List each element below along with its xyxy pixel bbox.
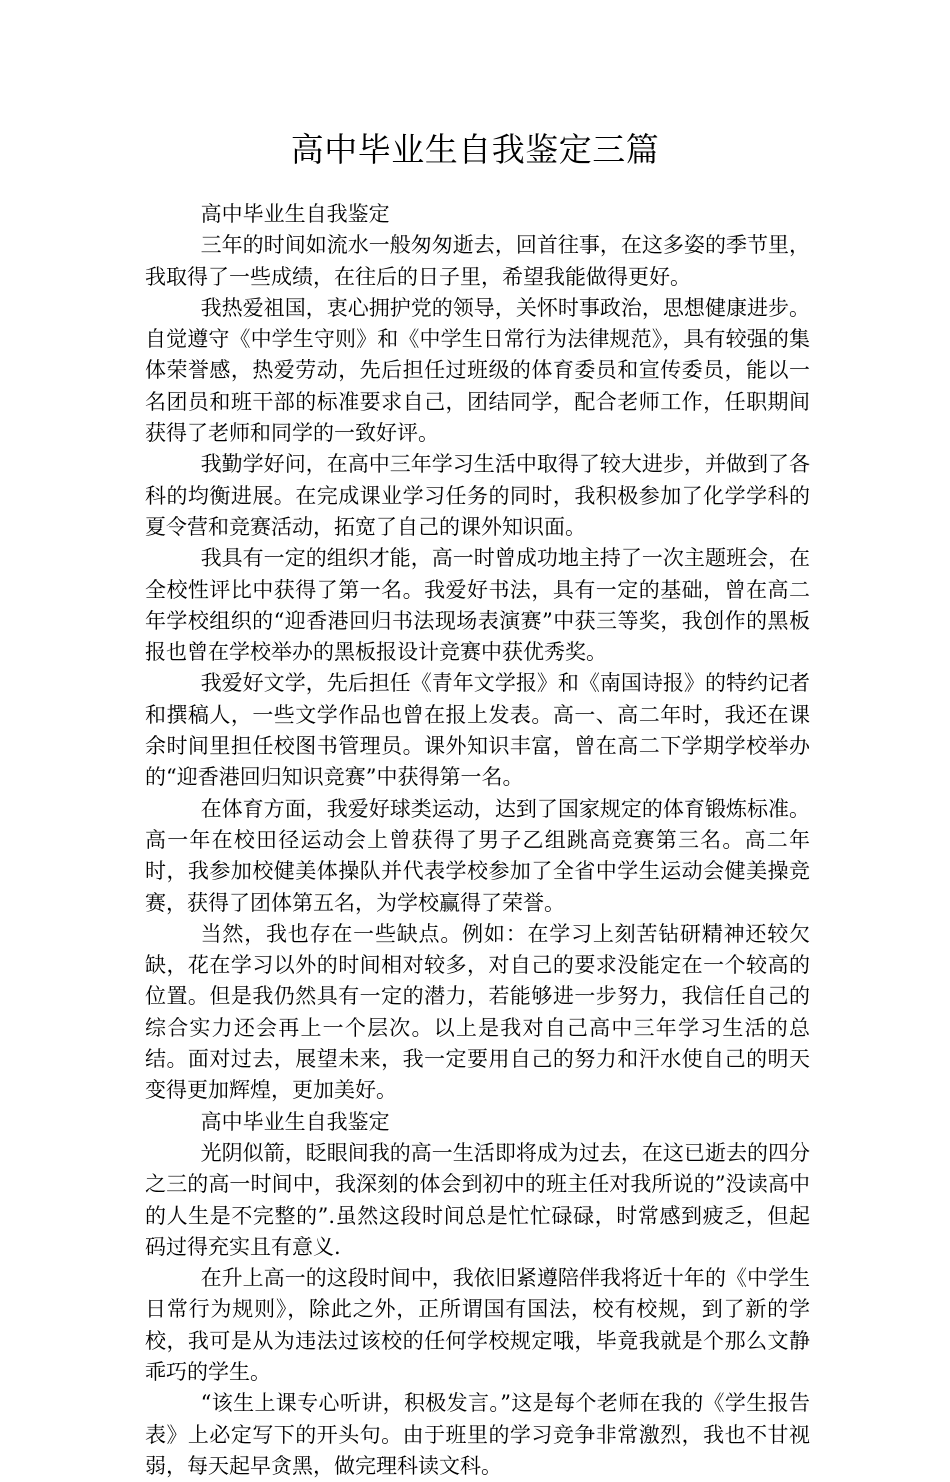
paragraph: 在升上高一的这段时间中，我依旧紧遵陪伴我将近十年的《中学生日常行为规则》，除此之外，正所谓国有国法，校有校规，到了新的学校，我可是从为违法过该校的任何学校规定哦，毕竟我就是个那么文静乖巧的学生。 xyxy=(145,1266,810,1384)
paragraph: 我具有一定的组织才能，高一时曾成功地主持了一次主题班会，在全校性评比中获得了第一名。我爱好书法，具有一定的基础，曾在高二年学校组织的“迎香港回归书法现场表演赛”中获三等奖，我创作的黑板报也曾在学校举办的黑板报设计竞赛中获优秀奖。 xyxy=(145,546,810,665)
paragraph: 三年的时间如流水一般匆匆逝去，回首往事，在这多姿的季节里，我取得了一些成绩，在往后的日子里，希望我能做得更好。 xyxy=(145,233,810,289)
paragraph: 我勤学好问，在高中三年学习生活中取得了较大进步，并做到了各科的均衡进展。在完成课业学习任务的同时，我积极参加了化学学科的夏令营和竞赛活动，拓宽了自己的课外知识面。 xyxy=(145,452,810,539)
section-heading: 高中毕业生自我鉴定 xyxy=(200,1109,390,1134)
paragraph: 光阴似箭，眨眼间我的高一生活即将成为过去，在这已逝去的四分之三的高一时间中，我深刻的体会到初中的班主任对我所说的”没读高中的人生是不完整的”.虽然这段时间总是忙忙碌碌，时常感到疲乏，但起码过得充实且有意义. xyxy=(145,1140,810,1259)
document-title: 高中毕业生自我鉴定三篇 xyxy=(290,130,660,169)
paragraph: “该生上课专心听讲，积极发言。”这是每个老师在我的《学生报告表》上必定写下的开头句。由于班里的学习竞争非常激烈，我也不甘视弱，每天起早贪黑，做完理科读文科。 xyxy=(145,1391,810,1478)
paragraph: 当然，我也存在一些缺点。例如：在学习上刻苦钻研精神还较欠缺，花在学习以外的时间相对较多，对自己的要求没能定在一个较高的位置。但是我仍然具有一定的潜力，若能够进一步努力，我信任自己的综合实力还会再上一个层次。以上是我对自己高中三年学习生活的总结。面对过去，展望未来，我一定要用自己的努力和汗水使自己的明天变得更加辉煌，更加美好。 xyxy=(145,921,810,1103)
section-heading: 高中毕业生自我鉴定 xyxy=(200,202,390,226)
paragraph: 在体育方面，我爱好球类运动，达到了国家规定的体育锻炼标准。高一年在校田径运动会上曾获得了男子乙组跳高竞赛第三名。高二年时，我参加校健美体操队并代表学校参加了全省中学生运动会健美操竞赛，获得了团体第五名，为学校赢得了荣誉。 xyxy=(145,796,810,915)
paragraph: 我爱好文学，先后担任《青年文学报》和《南国诗报》的特约记者和撰稿人，一些文学作品也曾在报上发表。高一、高二年时，我还在课余时间里担任校图书管理员。课外知识丰富，曾在高二下学期学校举办的“迎香港回归知识竞赛”中获得第一名。 xyxy=(145,671,810,790)
document-body xyxy=(145,199,810,1482)
paragraph: 我热爱祖国，衷心拥护党的领导，关怀时事政治，思想健康进步。自觉遵守《中学生守则》和《中学生日常行为法律规范》，具有较强的集体荣誉感，热爱劳动，先后担任过班级的体育委员和宣传委员，能以一名团员和班干部的标准要求自己，团结同学，配合老师工作，任职期间获得了老师和同学的一致好评。 xyxy=(145,295,810,446)
